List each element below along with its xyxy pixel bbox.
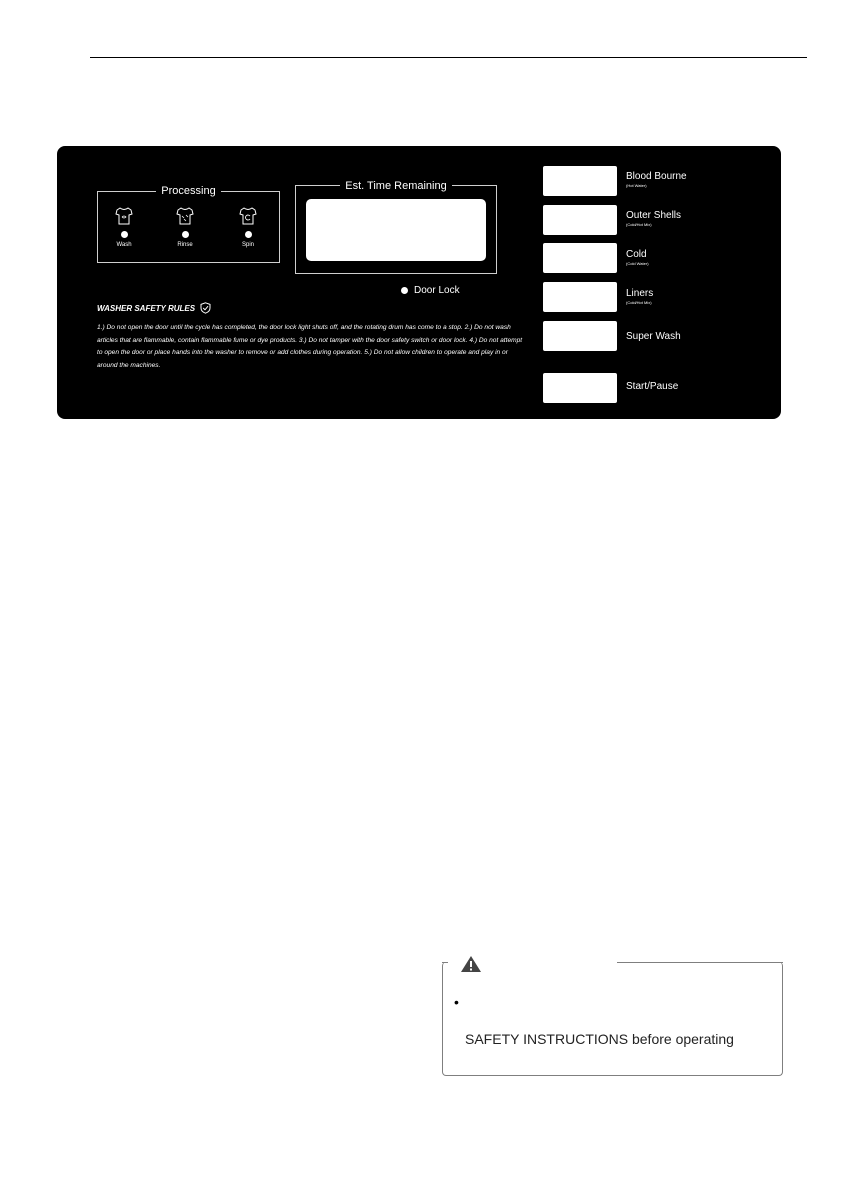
outer-shells-label: Outer Shells (Cold/Hot Mix)	[626, 210, 682, 227]
blood-bourne-button[interactable]	[543, 166, 617, 196]
cold-button[interactable]	[543, 243, 617, 273]
caution-box	[442, 962, 783, 1076]
door-lock-indicator	[401, 285, 460, 296]
header-rule	[90, 57, 807, 58]
control-panel	[57, 146, 781, 419]
caution-border-left	[442, 962, 448, 963]
spin-light	[245, 231, 252, 238]
wash-light	[121, 231, 128, 238]
processing-step-spin	[228, 205, 268, 248]
rinse-label: Rinse	[177, 242, 193, 248]
cold-label: Cold (Cold Water)	[626, 249, 649, 266]
start-pause-button[interactable]	[543, 373, 617, 403]
shirt-wash-icon	[113, 205, 135, 227]
rinse-light	[182, 231, 189, 238]
blood-bourne-label: Blood Bourne (Hot Water)	[626, 171, 687, 188]
start-pause-label: Start/Pause	[626, 381, 679, 392]
super-wash-label: Super Wash	[626, 331, 681, 342]
liners-label: Liners (Cold/Hot Mix)	[626, 288, 654, 305]
liners-button[interactable]	[543, 282, 617, 312]
caution-bullet: •	[454, 994, 459, 1010]
super-wash-button[interactable]	[543, 321, 617, 351]
wash-label: Wash	[116, 242, 132, 248]
processing-step-wash	[104, 205, 144, 248]
shield-check-icon	[200, 302, 211, 314]
processing-step-rinse	[165, 205, 205, 248]
time-display	[306, 199, 486, 261]
time-remaining-box	[295, 180, 497, 274]
door-lock-label: Door Lock	[414, 285, 460, 296]
time-remaining-title: Est. Time Remaining	[340, 180, 451, 192]
door-lock-light	[401, 287, 408, 294]
safety-rules-title: WASHER SAFETY RULES	[97, 303, 196, 313]
processing-title: Processing	[156, 185, 220, 197]
caution-border-right	[617, 962, 783, 963]
processing-indicator	[97, 185, 280, 263]
shirt-rinse-icon	[174, 205, 196, 227]
safety-rules-text: 1.) Do not open the door until the cycle has completed, the door lock light shuts off, and the rotating drum has come to a stop. 2.) Do not wash articles that are flammable, contain flammable fume or dye products. 3.) Do not tamper with the door safety switch or door lock. 4.) Do not attempt to open the door or place hands into the washer to remove or add clothes during operation. 5.) Do not allow children to operate and play in or around the machines.	[97, 324, 523, 369]
spin-label: Spin	[241, 242, 254, 248]
safety-rules-heading	[97, 302, 211, 314]
shirt-spin-icon	[237, 205, 259, 227]
caution-text: SAFETY INSTRUCTIONS before operating	[465, 1031, 734, 1047]
outer-shells-button[interactable]	[543, 205, 617, 235]
warning-triangle-icon	[460, 955, 482, 973]
